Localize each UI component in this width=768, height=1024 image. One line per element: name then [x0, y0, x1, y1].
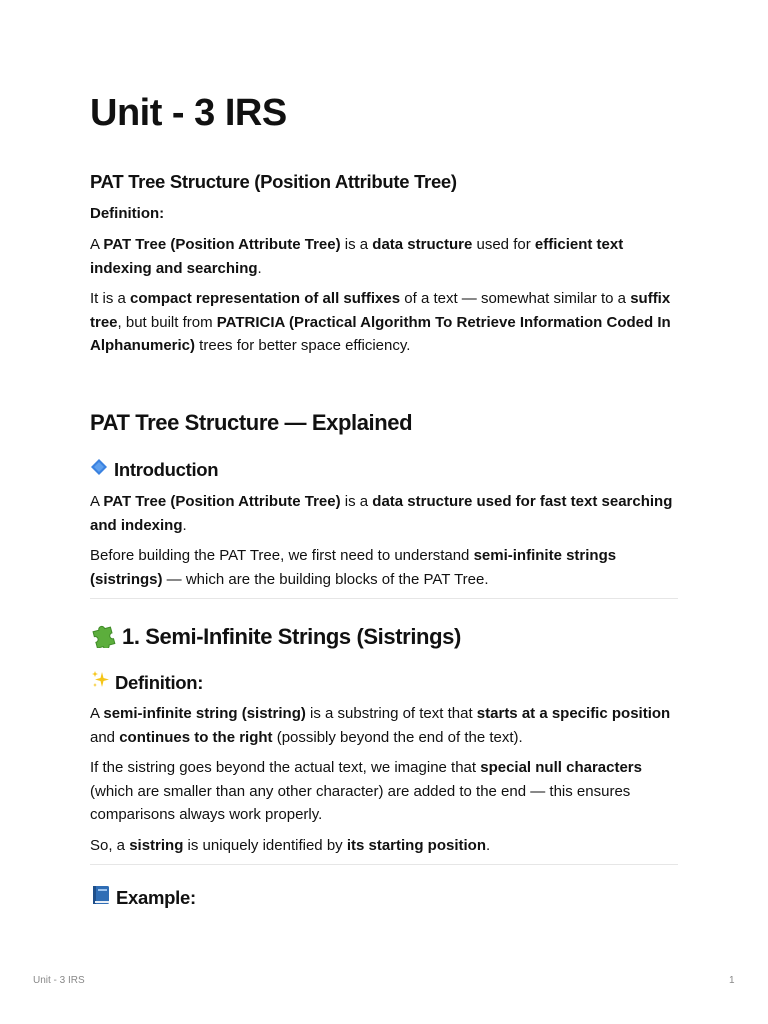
sparkles-icon	[90, 669, 112, 696]
puzzle-piece-icon	[90, 620, 118, 654]
section-pat-tree-explained	[90, 410, 678, 436]
definition-label-block	[90, 202, 678, 226]
divider	[90, 864, 678, 865]
example-heading-block	[90, 884, 678, 911]
blue-book-icon	[90, 884, 112, 911]
definition-heading: Definition:	[115, 671, 204, 693]
paragraph: It is a compact representation of all suffixes of a text — somewhat similar to a suffix tree, but built from PATRICIA (Practical Algorithm To Retrieve Information Coded In Alphanumeric) trees for better space efficiency.	[90, 290, 671, 354]
introduction-heading-block	[90, 458, 678, 481]
section-heading: 1. Semi-Infinite Strings (Sistrings)	[122, 624, 461, 649]
definition-heading-block	[90, 669, 678, 696]
example-heading: Example:	[116, 886, 196, 908]
paragraph: So, a sistring is uniquely identified by its starting position.	[90, 837, 491, 854]
section-heading: PAT Tree Structure — Explained	[90, 410, 413, 435]
paragraph: A semi-infinite string (sistring) is a substring of text that starts at a specific position and continues to the right (possibly beyond the end of the text).	[90, 705, 671, 746]
paragraph: If the sistring goes beyond the actual text, we imagine that special null characters (which are smaller than any other character) are added to the end — this ensures comparisons always work properly.	[90, 759, 642, 823]
blue-diamond-icon	[90, 458, 108, 481]
footer-document-title: Unit - 3 IRS	[33, 975, 85, 986]
paragraph: A PAT Tree (Position Attribute Tree) is a data structure used for fast text searching and indexing.	[90, 493, 673, 534]
divider	[90, 598, 678, 599]
paragraph: A PAT Tree (Position Attribute Tree) is a data structure used for efficient text indexing and searching.	[90, 236, 624, 277]
page-title: Unit - 3 IRS	[90, 92, 287, 134]
footer-page-number: 1	[729, 975, 735, 986]
section-pat-tree-definition	[90, 171, 678, 193]
paragraph: Before building the PAT Tree, we first need to understand semi-infinite strings (sistrings) — which are the building blocks of the PAT Tree.	[90, 547, 617, 588]
introduction-heading: Introduction	[114, 458, 219, 480]
section-heading: PAT Tree Structure (Position Attribute Tree)	[90, 171, 457, 192]
definition-label: Definition:	[90, 205, 165, 222]
section-sistrings	[90, 620, 678, 654]
